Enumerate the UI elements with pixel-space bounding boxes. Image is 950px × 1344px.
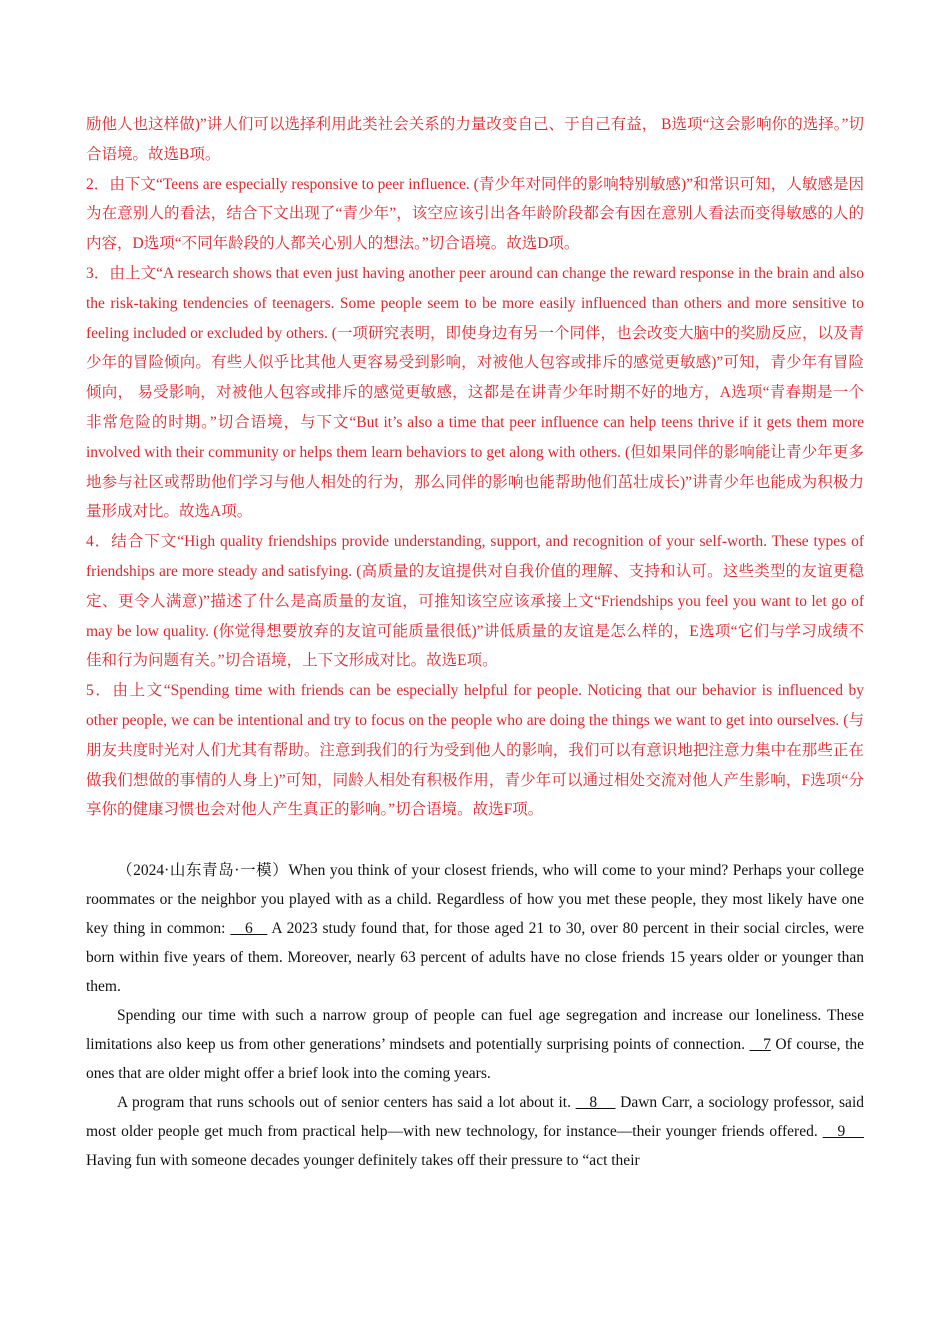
explanation-5: 5．由上文“Spending time with friends can be especially helpful for people. Noticing that our behavior is influenced by other people, we can be intentional and try to focus on the people who are doing the things we want to get into ourselves. (与朋友共度时光对人们尤其有帮助。注意到我们的行为受到他人的影响，我们可以有意识地把注意力集中在那些正在做我们想做的事情的人身上)”可知，同龄人相处有积极作用，青少年可以通过相处交流对他人产生影响，F选项“分享你的健康习惯也会对他人产生真正的影响。”切合语境。故选F项。	[86, 682, 864, 819]
passage-text: A 2023 study found that, for those aged 21 to 30, over 80 percent in their social circles, were born within five years of them. Moreover, nearly 63 percent of adults have no close friends 15 years older or younger than them.	[86, 920, 865, 996]
passage-text: A program that runs schools out of senior centers has said a lot about it.	[117, 1094, 576, 1112]
passage-paragraph-2	[86, 1001, 864, 1088]
blank-9: 9	[822, 1123, 865, 1141]
passage-paragraph-1	[86, 856, 864, 1001]
blank-7: 7	[749, 1036, 771, 1054]
reading-passage	[86, 856, 864, 1175]
passage-text: Having fun with someone decades younger definitely takes off their pressure to “act their	[86, 1152, 640, 1170]
passage-text: Of course, the ones that are older might offer a brief look into the coming years.	[86, 1036, 865, 1083]
explanation-3: 3．由上文“A research shows that even just having another peer around can change the reward response in the brain and also the risk-taking tendencies of teenagers. Some people seem to be more easily influenced than others and more sensitive to feeling included or excluded by others. (一项研究表明，即使身边有另一个同伴，也会改变大脑中的奖励反应，以及青少年的冒险倾向。有些人似乎比其他人更容易受到影响，对被他人包容或排斥的感觉更敏感)”可知，青少年有冒险倾向， 易受影响，对被他人包容或排斥的感觉更敏感，这都是在讲青少年时期不好的地方，A选项“青春期是一个非常危险的时期。”切合语境，与下文“But it’s also a time that peer influence can help teens thrive if it gets them more involved with their community or helps them learn behaviors to get along with others. (但如果同伴的影响能让青少年更多地参与社区或帮助他们学习与他人相处的行为，那么同伴的影响也能帮助他们茁壮成长)”讲青少年也能成为积极力量形成对比。故选A项。	[86, 264, 864, 521]
blank-6: 6	[230, 920, 268, 938]
passage-text: Dawn Carr, a sociology professor, said most older people get much from practical help—with new technology, for instance—their younger friends offered.	[86, 1094, 864, 1141]
document-page	[86, 110, 864, 1175]
explanation-1-continued: 励他人也这样做)”讲人们可以选择利用此类社会关系的力量改变自己、于自己有益， B选项“这会影响你的选择。”切合语境。故选B项。	[86, 116, 864, 163]
answer-explanations	[86, 110, 864, 825]
passage-text: （2024·山东青岛·一模）When you think of your closest friends, who will come to your mind? Perhaps your college roommates or the neighbor you played with as a child. Regardless of how you met these people, they most likely have one key thing in common:	[86, 862, 864, 938]
explanation-2: 2．由下文“Teens are especially responsive to peer influence. (青少年对同伴的影响特别敏感)”和常识可知，人敏感是因为在意别人的看法，结合下文出现了“青少年”，该空应该引出各年龄阶段都会有因在意别人看法而变得敏感的人的内容，D选项“不同年龄段的人都关心别人的想法。”切合语境。故选D项。	[86, 175, 864, 253]
passage-paragraph-3	[86, 1088, 864, 1175]
blank-8: 8	[575, 1094, 616, 1112]
passage-text: Spending our time with such a narrow group of people can fuel age segregation and increase our loneliness. These limitations also keep us from other generations’ mindsets and potentially surprising points of connection.	[86, 1007, 864, 1054]
explanation-4: 4．结合下文“High quality friendships provide understanding, support, and recognition of your self-worth. These types of friendships are more steady and satisfying. (高质量的友谊提供对自我价值的理解、支持和认可。这些类型的友谊更稳定、更令人满意)”描述了什么是高质量的友谊，可推知该空应该承接上文“Friendships you feel you want to let go of may be low quality. (你觉得想要放弃的友谊可能质量很低)”讲低质量的友谊是怎么样的，E选项“它们与学习成绩不佳和行为问题有关。”切合语境，上下文形成对比。故选E项。	[86, 533, 864, 670]
